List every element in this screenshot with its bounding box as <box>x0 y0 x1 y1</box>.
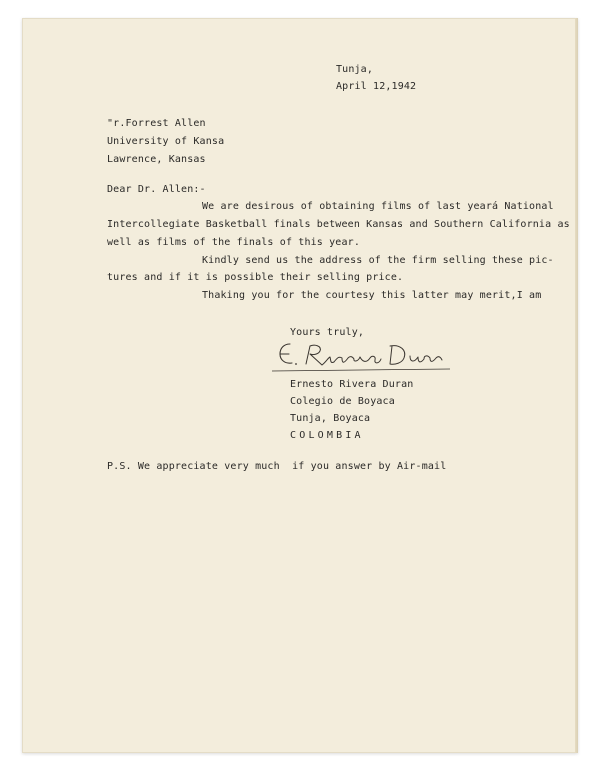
postscript: P.S. We appreciate very much if you answer by Air-mail <box>107 461 447 472</box>
closing: Yours truly, <box>290 327 365 338</box>
recipient-institution: University of Kansa <box>107 136 225 147</box>
recipient-name: "r.Forrest Allen <box>107 118 206 129</box>
recipient-city: Lawrence, Kansas <box>107 154 206 165</box>
body-line: We are desirous of obtaining films of last yeará National <box>202 201 554 212</box>
letter-place: Tunja, <box>336 64 374 75</box>
letter-date: April 12,1942 <box>336 81 417 92</box>
body-line: tures and if it is possible their selling price. <box>107 272 404 283</box>
signer-institution: Colegio de Boyaca <box>290 396 395 407</box>
body-line: well as films of the finals of this year. <box>107 237 360 248</box>
signer-city: Tunja, Boyaca <box>290 413 371 424</box>
body-line: Kindly send us the address of the firm selling these pic- <box>202 255 554 266</box>
body-line: Thaking you for the courtesy this latter may merit,I am <box>202 290 542 301</box>
signer-name: Ernesto Rivera Duran <box>290 379 414 390</box>
salutation: Dear Dr. Allen:- <box>107 184 206 195</box>
signer-country: COLOMBIA <box>290 430 364 441</box>
handwritten-signature <box>262 338 452 380</box>
body-line: Intercollegiate Basketball finals between Kansas and Southern California as <box>107 219 570 230</box>
